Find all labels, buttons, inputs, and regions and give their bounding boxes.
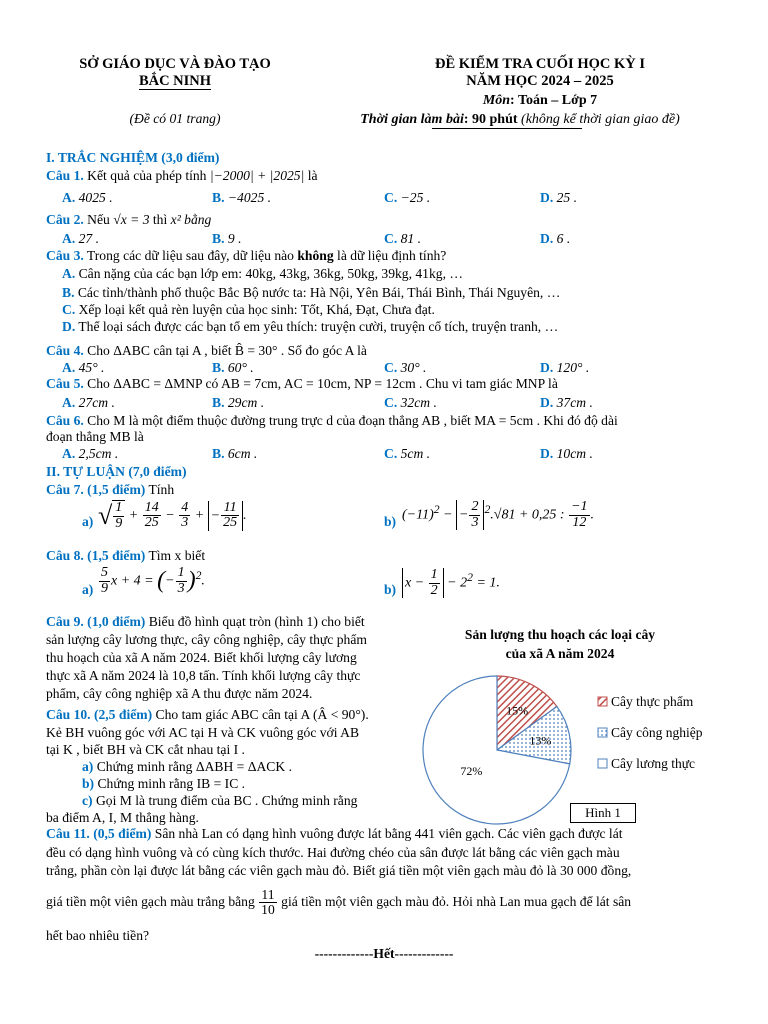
question-9-line2: sản lượng cây lương thực, cây công nghiệp, cây thực phẩm [46, 632, 367, 647]
figure-caption: Hình 1 [570, 803, 636, 823]
legend-label-3: Cây lương thực [611, 756, 696, 771]
q2-option-c[interactable]: C. 81 . [384, 231, 422, 246]
q6-option-a[interactable]: A. 2,5cm . [62, 446, 119, 461]
q8a-expression: $\frac{5}{9}$ x + 4 = (− $\frac{1}{3}$ )$^2$. [101, 565, 205, 596]
q5-option-a[interactable]: A. 27cm . [62, 395, 115, 410]
question-1: Câu 1. Kết quả của phép tính |−2000| + |2025| là [46, 168, 318, 183]
q10-part-b: b) Chứng minh rằng IB = IC . [82, 776, 246, 791]
question-7: Câu 7. (1,5 điểm) Tính [46, 482, 175, 497]
q3-option-d[interactable]: D. Thể loại sách được các bạn tổ em yêu thích: truyện cười, truyện cổ tích, truyện tranh, … [62, 319, 559, 334]
legend-swatch-3 [598, 759, 607, 768]
q1-option-c[interactable]: C. −25 . [384, 190, 431, 205]
q10-part-a: a) Chứng minh rằng ΔABH = ΔACK . [82, 759, 292, 774]
question-11-line4: giá tiền một viên gạch màu trắng bằng $\frac{11}{10}$ giá tiền một viên gạch màu đỏ. Hỏi nhà Lan mua gạch để lát sân [46, 887, 632, 918]
q7b-label: b) [384, 514, 397, 529]
question-5: Câu 5. Cho ΔABC = ΔMNP có AB = 7cm, AC = 10cm, NP = 12cm . Chu vi tam giác MNP là [46, 376, 558, 391]
q8a-label: a) [82, 582, 94, 597]
q4-option-d[interactable]: D. 120° . [540, 360, 590, 375]
question-10: Câu 10. (2,5 điểm) Cho tam giác ABC cân tại A (Â < 90°). [46, 707, 369, 722]
q7a-expression: √ $\frac{1}{9}$ + $\frac{14}{25}$ − $\frac{4}{3}$ + − $\frac{11}{25}$ . [98, 499, 247, 531]
question-11-line2: đều có dạng hình vuông và có cùng kích thước. Hai đường chéo của sân được lát bằng các viên gạch màu [46, 845, 620, 860]
q10-part-c: c) Gọi M là trung điểm của BC . Chứng minh rằng [82, 793, 358, 808]
q6-option-b[interactable]: B. 6cm . [212, 446, 258, 461]
q8b-expression: x − $\frac{1}{2}$ − $2^2 = 1$. [402, 568, 500, 598]
exam-title: ĐỀ KIỂM TRA CUỐI HỌC KỲ I [434, 56, 645, 72]
question-9-line3: thu hoạch của xã A năm 2024. Biết khối lượng cây lương [46, 650, 357, 665]
legend-label-1: Cây thực phẩm [611, 694, 694, 709]
question-6-cont: đoạn thẳng MB là [46, 429, 144, 444]
question-11-line5: hết bao nhiêu tiền? [46, 928, 150, 943]
q8b-label: b) [384, 582, 397, 597]
q3-option-c[interactable]: C. Xếp loại kết quả rèn luyện của học sinh: Tốt, Khá, Đạt, Chưa đạt. [62, 302, 435, 317]
q7a-label: a) [82, 514, 94, 529]
question-2: Câu 2. Nếu √x = 3 thì x² bằng [46, 212, 212, 227]
q10-part-c-cont: ba điểm A, I, M thẳng hàng. [46, 810, 199, 825]
question-3: Câu 3. Trong các dữ liệu sau đây, dữ liệu nào không là dữ liệu định tính? [46, 248, 447, 263]
q2-option-a[interactable]: A. 27 . [62, 231, 100, 246]
part1-title: I. TRẮC NGHIỆM (3,0 điểm) [46, 150, 220, 165]
q6-option-c[interactable]: C. 5cm . [384, 446, 431, 461]
pie-label-1: 15% [506, 703, 529, 718]
q4-option-c[interactable]: C. 30° . [384, 360, 427, 375]
question-8: Câu 8. (1,5 điểm) Tìm x biết [46, 548, 206, 563]
question-6: Câu 6. Cho M là một điểm thuộc đường trung trực d của đoạn thẳng AB , biết MA = 5cm . Khi đó độ dài [46, 413, 618, 428]
q2-option-d[interactable]: D. 6 . [540, 231, 571, 246]
time-limit: Thời gian làm bài: 90 phút (không kể thời gian giao đề) [360, 112, 680, 127]
question-10-line2: Kẻ BH vuông góc với AC tại H và CK vuông góc với AB [46, 725, 360, 740]
q3-option-a[interactable]: A. Cân nặng của các bạn lớp em: 40kg, 43kg, 36kg, 50kg, 39kg, 41kg, … [62, 266, 463, 281]
question-11-line3: trắng, phần còn lại được lát bằng các viên gạch màu đỏ. Biết giá tiền một viên gạch màu đỏ là 30 000 đồng, [46, 863, 632, 878]
q7b-expression: $(-11)^2$ − − $\frac{2}{3}$ $^2$.√81 + 0,25 : $\frac{-1}{12}$ . [402, 499, 595, 530]
legend-swatch-1 [598, 697, 607, 706]
q5-option-b[interactable]: B. 29cm . [212, 395, 265, 410]
q2-option-b[interactable]: B. 9 . [212, 231, 242, 246]
q1-option-b[interactable]: B. −4025 . [212, 190, 272, 205]
question-9-line4: thực xã A năm 2024 là 10,8 tấn. Tính khối lượng cây thực [46, 668, 361, 683]
school-year: NĂM HỌC 2024 – 2025 [466, 73, 614, 89]
question-9: Câu 9. (1,0 điểm) Biểu đồ hình quạt tròn (hình 1) cho biết [46, 614, 365, 629]
end-marker: -------------Hết------------- [314, 946, 454, 961]
subject: Môn: Toán – Lớp 7 [482, 93, 598, 108]
legend-label-2: Cây công nghiệp [611, 725, 703, 740]
chart-subtitle: của xã A năm 2024 [505, 646, 615, 661]
q5-option-d[interactable]: D. 37cm . [540, 395, 593, 410]
pie-chart [420, 665, 740, 825]
pie-label-3: 72% [460, 764, 483, 779]
page-count-note: (Đề có 01 trang) [129, 111, 221, 126]
dept-name: SỞ GIÁO DỤC VÀ ĐÀO TẠO [79, 56, 271, 72]
legend-swatch-2 [598, 728, 607, 737]
question-11: Câu 11. (0,5 điểm) Sân nhà Lan có dạng hình vuông được lát bằng 441 viên gạch. Các viên gạch được lát [46, 826, 623, 841]
q1-option-d[interactable]: D. 25 . [540, 190, 578, 205]
q3-option-b[interactable]: B. Các tỉnh/thành phố thuộc Bắc Bộ nước ta: Hà Nội, Yên Bái, Thái Bình, Thái Nguyên, … [62, 285, 561, 300]
question-9-line5: phẩm, cây công nghiệp xã A thu được năm 2024. [46, 686, 313, 701]
q6-option-d[interactable]: D. 10cm . [540, 446, 593, 461]
q5-option-c[interactable]: C. 32cm . [384, 395, 437, 410]
pie-label-2: 13% [529, 733, 552, 748]
header-underline [432, 128, 582, 129]
province-name: BẮC NINH [138, 73, 212, 89]
question-4: Câu 4. Cho ΔABC cân tại A , biết B̂ = 30° . Số đo góc A là [46, 343, 367, 358]
part2-title: II. TỰ LUẬN (7,0 điểm) [46, 464, 187, 479]
chart-title: Sản lượng thu hoạch các loại cây [464, 627, 656, 642]
q4-option-a[interactable]: A. 45° . [62, 360, 105, 375]
q1-option-a[interactable]: A. 4025 . [62, 190, 113, 205]
q4-option-b[interactable]: B. 60° . [212, 360, 254, 375]
question-10-line3: tại K , biết BH và CK cắt nhau tại I . [46, 742, 245, 757]
